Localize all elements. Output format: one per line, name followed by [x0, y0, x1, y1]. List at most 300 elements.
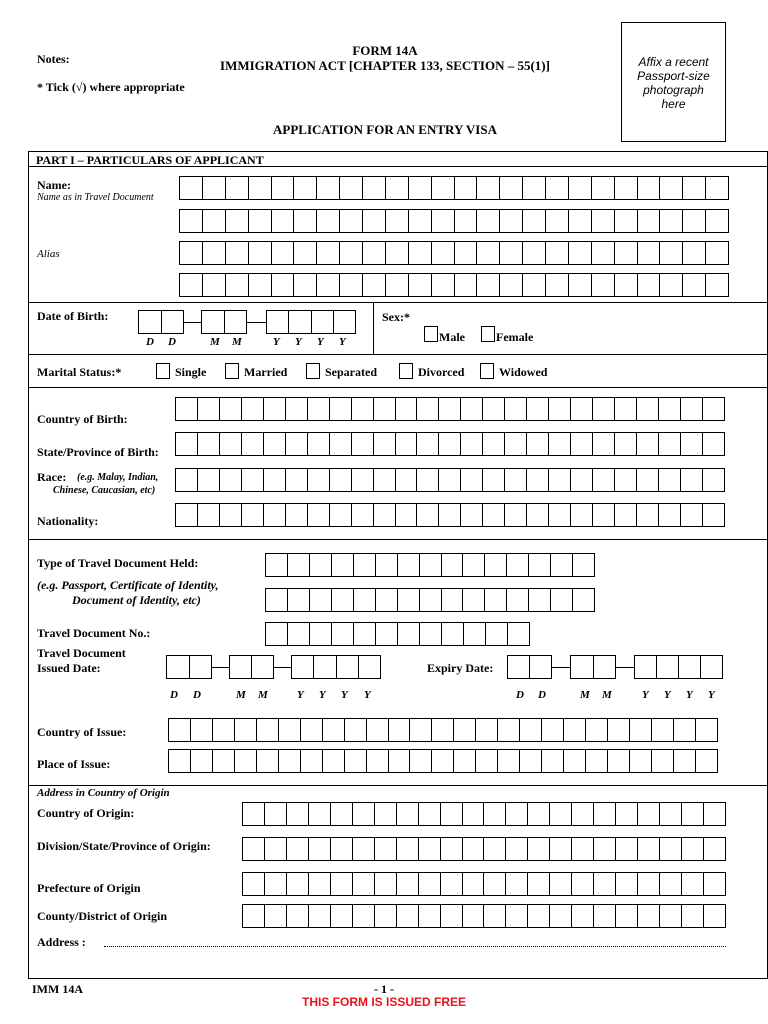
char-cell[interactable]	[279, 719, 301, 741]
char-cell[interactable]	[572, 873, 594, 895]
char-cell[interactable]	[331, 803, 353, 825]
char-cell[interactable]	[340, 177, 363, 199]
char-cell[interactable]	[484, 838, 506, 860]
char-cell[interactable]	[396, 398, 418, 420]
char-cell[interactable]	[594, 803, 616, 825]
char-cell[interactable]	[679, 656, 701, 678]
char-cell[interactable]	[340, 242, 363, 264]
char-cell[interactable]	[287, 905, 309, 927]
char-cell[interactable]	[520, 750, 542, 772]
char-cell[interactable]	[573, 589, 595, 611]
char-cell[interactable]	[294, 242, 317, 264]
char-cell[interactable]	[288, 589, 310, 611]
expiry-year[interactable]	[634, 655, 723, 679]
char-cell[interactable]	[397, 905, 419, 927]
char-cell[interactable]	[198, 433, 220, 455]
char-cell[interactable]	[289, 311, 311, 333]
char-cell[interactable]	[432, 274, 455, 296]
char-cell[interactable]	[485, 589, 507, 611]
char-cell[interactable]	[704, 905, 726, 927]
char-cell[interactable]	[226, 242, 249, 264]
char-cell[interactable]	[203, 274, 226, 296]
state-birth-field[interactable]	[175, 432, 725, 456]
char-cell[interactable]	[220, 469, 242, 491]
char-cell[interactable]	[498, 750, 520, 772]
char-cell[interactable]	[213, 719, 235, 741]
char-cell[interactable]	[638, 210, 661, 232]
char-cell[interactable]	[527, 469, 549, 491]
char-cell[interactable]	[682, 905, 704, 927]
char-cell[interactable]	[706, 177, 729, 199]
char-cell[interactable]	[249, 177, 272, 199]
char-cell[interactable]	[314, 656, 336, 678]
char-cell[interactable]	[386, 210, 409, 232]
char-cell[interactable]	[594, 905, 616, 927]
char-cell[interactable]	[439, 398, 461, 420]
char-cell[interactable]	[455, 242, 478, 264]
char-cell[interactable]	[317, 274, 340, 296]
char-cell[interactable]	[441, 838, 463, 860]
char-cell[interactable]	[420, 554, 442, 576]
char-cell[interactable]	[267, 311, 289, 333]
char-cell[interactable]	[226, 210, 249, 232]
char-cell[interactable]	[635, 656, 657, 678]
separated-checkbox[interactable]	[306, 363, 320, 379]
char-cell[interactable]	[308, 398, 330, 420]
widowed-checkbox[interactable]	[480, 363, 494, 379]
char-cell[interactable]	[317, 177, 340, 199]
char-cell[interactable]	[505, 433, 527, 455]
char-cell[interactable]	[454, 750, 476, 772]
char-cell[interactable]	[586, 750, 608, 772]
char-cell[interactable]	[461, 504, 483, 526]
char-cell[interactable]	[419, 803, 441, 825]
char-cell[interactable]	[353, 873, 375, 895]
char-cell[interactable]	[500, 210, 523, 232]
char-cell[interactable]	[301, 750, 323, 772]
char-cell[interactable]	[528, 838, 550, 860]
char-cell[interactable]	[169, 750, 191, 772]
char-cell[interactable]	[243, 838, 265, 860]
char-cell[interactable]	[660, 838, 682, 860]
race-field[interactable]	[175, 468, 725, 492]
char-cell[interactable]	[420, 623, 442, 645]
char-cell[interactable]	[294, 274, 317, 296]
char-cell[interactable]	[507, 554, 529, 576]
char-cell[interactable]	[354, 554, 376, 576]
char-cell[interactable]	[529, 589, 551, 611]
char-cell[interactable]	[594, 656, 617, 678]
char-cell[interactable]	[397, 873, 419, 895]
char-cell[interactable]	[286, 433, 308, 455]
char-cell[interactable]	[363, 242, 386, 264]
char-cell[interactable]	[180, 210, 203, 232]
char-cell[interactable]	[286, 469, 308, 491]
char-cell[interactable]	[652, 719, 674, 741]
char-cell[interactable]	[615, 242, 638, 264]
char-cell[interactable]	[252, 656, 274, 678]
char-cell[interactable]	[527, 504, 549, 526]
char-cell[interactable]	[594, 838, 616, 860]
char-cell[interactable]	[615, 210, 638, 232]
char-cell[interactable]	[523, 210, 546, 232]
char-cell[interactable]	[659, 433, 681, 455]
char-cell[interactable]	[549, 433, 571, 455]
prefecture-field[interactable]	[242, 872, 726, 896]
char-cell[interactable]	[257, 719, 279, 741]
char-cell[interactable]	[308, 469, 330, 491]
doc-no-field[interactable]	[265, 622, 530, 646]
char-cell[interactable]	[657, 656, 679, 678]
char-cell[interactable]	[410, 719, 432, 741]
char-cell[interactable]	[389, 719, 411, 741]
char-cell[interactable]	[564, 750, 586, 772]
char-cell[interactable]	[477, 274, 500, 296]
expiry-month[interactable]	[570, 655, 616, 679]
char-cell[interactable]	[169, 719, 191, 741]
char-cell[interactable]	[190, 656, 213, 678]
char-cell[interactable]	[523, 274, 546, 296]
char-cell[interactable]	[572, 838, 594, 860]
char-cell[interactable]	[375, 873, 397, 895]
dob-day[interactable]	[138, 310, 184, 334]
char-cell[interactable]	[674, 719, 696, 741]
division-field[interactable]	[242, 837, 726, 861]
char-cell[interactable]	[331, 905, 353, 927]
char-cell[interactable]	[432, 210, 455, 232]
char-cell[interactable]	[309, 873, 331, 895]
char-cell[interactable]	[389, 750, 411, 772]
char-cell[interactable]	[353, 803, 375, 825]
char-cell[interactable]	[220, 398, 242, 420]
char-cell[interactable]	[354, 623, 376, 645]
dob-month[interactable]	[201, 310, 247, 334]
char-cell[interactable]	[331, 838, 353, 860]
char-cell[interactable]	[704, 803, 726, 825]
char-cell[interactable]	[477, 210, 500, 232]
char-cell[interactable]	[571, 398, 593, 420]
char-cell[interactable]	[340, 274, 363, 296]
char-cell[interactable]	[706, 210, 729, 232]
char-cell[interactable]	[309, 803, 331, 825]
char-cell[interactable]	[500, 274, 523, 296]
char-cell[interactable]	[593, 398, 615, 420]
char-cell[interactable]	[398, 554, 420, 576]
char-cell[interactable]	[523, 242, 546, 264]
char-cell[interactable]	[703, 504, 725, 526]
char-cell[interactable]	[398, 623, 420, 645]
char-cell[interactable]	[505, 398, 527, 420]
char-cell[interactable]	[352, 469, 374, 491]
char-cell[interactable]	[288, 554, 310, 576]
char-cell[interactable]	[432, 242, 455, 264]
char-cell[interactable]	[454, 719, 476, 741]
issued-year[interactable]	[291, 655, 381, 679]
char-cell[interactable]	[286, 398, 308, 420]
char-cell[interactable]	[235, 719, 257, 741]
char-cell[interactable]	[226, 177, 249, 199]
char-cell[interactable]	[549, 469, 571, 491]
char-cell[interactable]	[419, 905, 441, 927]
char-cell[interactable]	[520, 719, 542, 741]
char-cell[interactable]	[484, 905, 506, 927]
char-cell[interactable]	[243, 905, 265, 927]
char-cell[interactable]	[363, 177, 386, 199]
char-cell[interactable]	[704, 838, 726, 860]
char-cell[interactable]	[386, 177, 409, 199]
char-cell[interactable]	[477, 242, 500, 264]
char-cell[interactable]	[660, 242, 683, 264]
char-cell[interactable]	[616, 873, 638, 895]
char-cell[interactable]	[409, 210, 432, 232]
char-cell[interactable]	[235, 750, 257, 772]
char-cell[interactable]	[312, 311, 334, 333]
char-cell[interactable]	[317, 242, 340, 264]
char-cell[interactable]	[506, 838, 528, 860]
char-cell[interactable]	[550, 803, 572, 825]
char-cell[interactable]	[397, 838, 419, 860]
char-cell[interactable]	[593, 504, 615, 526]
char-cell[interactable]	[593, 469, 615, 491]
char-cell[interactable]	[308, 433, 330, 455]
place-issue-field[interactable]	[168, 749, 718, 773]
char-cell[interactable]	[463, 589, 485, 611]
char-cell[interactable]	[660, 803, 682, 825]
char-cell[interactable]	[572, 803, 594, 825]
char-cell[interactable]	[264, 504, 286, 526]
char-cell[interactable]	[249, 242, 272, 264]
char-cell[interactable]	[569, 177, 592, 199]
char-cell[interactable]	[213, 750, 235, 772]
char-cell[interactable]	[682, 803, 704, 825]
char-cell[interactable]	[461, 398, 483, 420]
char-cell[interactable]	[272, 177, 295, 199]
char-cell[interactable]	[310, 589, 332, 611]
char-cell[interactable]	[419, 873, 441, 895]
doc-type-field-1[interactable]	[265, 553, 595, 577]
char-cell[interactable]	[593, 433, 615, 455]
char-cell[interactable]	[660, 873, 682, 895]
char-cell[interactable]	[266, 589, 288, 611]
char-cell[interactable]	[354, 589, 376, 611]
char-cell[interactable]	[288, 623, 310, 645]
char-cell[interactable]	[191, 750, 213, 772]
char-cell[interactable]	[703, 398, 725, 420]
char-cell[interactable]	[463, 554, 485, 576]
char-cell[interactable]	[419, 838, 441, 860]
char-cell[interactable]	[292, 656, 314, 678]
divorced-checkbox[interactable]	[399, 363, 413, 379]
name-field-1[interactable]	[179, 176, 729, 200]
char-cell[interactable]	[608, 750, 630, 772]
char-cell[interactable]	[257, 750, 279, 772]
char-cell[interactable]	[638, 803, 660, 825]
char-cell[interactable]	[242, 398, 264, 420]
char-cell[interactable]	[638, 274, 661, 296]
char-cell[interactable]	[638, 905, 660, 927]
char-cell[interactable]	[706, 274, 729, 296]
char-cell[interactable]	[332, 554, 354, 576]
char-cell[interactable]	[572, 905, 594, 927]
char-cell[interactable]	[367, 719, 389, 741]
char-cell[interactable]	[507, 589, 529, 611]
char-cell[interactable]	[396, 504, 418, 526]
nationality-field[interactable]	[175, 503, 725, 527]
char-cell[interactable]	[375, 905, 397, 927]
char-cell[interactable]	[374, 504, 396, 526]
char-cell[interactable]	[332, 589, 354, 611]
char-cell[interactable]	[638, 177, 661, 199]
char-cell[interactable]	[608, 719, 630, 741]
char-cell[interactable]	[242, 433, 264, 455]
char-cell[interactable]	[398, 589, 420, 611]
char-cell[interactable]	[659, 469, 681, 491]
char-cell[interactable]	[310, 554, 332, 576]
char-cell[interactable]	[396, 433, 418, 455]
char-cell[interactable]	[353, 905, 375, 927]
char-cell[interactable]	[638, 838, 660, 860]
char-cell[interactable]	[500, 177, 523, 199]
char-cell[interactable]	[455, 274, 478, 296]
char-cell[interactable]	[367, 750, 389, 772]
char-cell[interactable]	[225, 311, 248, 333]
char-cell[interactable]	[571, 504, 593, 526]
char-cell[interactable]	[264, 469, 286, 491]
char-cell[interactable]	[546, 210, 569, 232]
char-cell[interactable]	[417, 398, 439, 420]
char-cell[interactable]	[330, 504, 352, 526]
char-cell[interactable]	[571, 656, 594, 678]
char-cell[interactable]	[550, 873, 572, 895]
char-cell[interactable]	[696, 719, 718, 741]
char-cell[interactable]	[463, 803, 485, 825]
char-cell[interactable]	[461, 433, 483, 455]
char-cell[interactable]	[463, 873, 485, 895]
char-cell[interactable]	[630, 750, 652, 772]
char-cell[interactable]	[681, 504, 703, 526]
char-cell[interactable]	[506, 905, 528, 927]
char-cell[interactable]	[484, 803, 506, 825]
char-cell[interactable]	[674, 750, 696, 772]
char-cell[interactable]	[272, 242, 295, 264]
char-cell[interactable]	[176, 398, 198, 420]
char-cell[interactable]	[463, 838, 485, 860]
char-cell[interactable]	[704, 873, 726, 895]
char-cell[interactable]	[249, 274, 272, 296]
char-cell[interactable]	[330, 433, 352, 455]
dob-year[interactable]	[266, 310, 356, 334]
char-cell[interactable]	[317, 210, 340, 232]
char-cell[interactable]	[279, 750, 301, 772]
county-field[interactable]	[242, 904, 726, 928]
char-cell[interactable]	[542, 750, 564, 772]
issued-month[interactable]	[229, 655, 274, 679]
char-cell[interactable]	[550, 905, 572, 927]
char-cell[interactable]	[266, 623, 288, 645]
married-checkbox[interactable]	[225, 363, 239, 379]
char-cell[interactable]	[483, 398, 505, 420]
char-cell[interactable]	[330, 469, 352, 491]
char-cell[interactable]	[683, 210, 706, 232]
char-cell[interactable]	[586, 719, 608, 741]
char-cell[interactable]	[375, 803, 397, 825]
char-cell[interactable]	[660, 210, 683, 232]
char-cell[interactable]	[498, 719, 520, 741]
char-cell[interactable]	[483, 504, 505, 526]
char-cell[interactable]	[376, 589, 398, 611]
char-cell[interactable]	[242, 469, 264, 491]
char-cell[interactable]	[659, 398, 681, 420]
char-cell[interactable]	[396, 469, 418, 491]
char-cell[interactable]	[441, 905, 463, 927]
char-cell[interactable]	[569, 242, 592, 264]
char-cell[interactable]	[287, 803, 309, 825]
char-cell[interactable]	[376, 554, 398, 576]
char-cell[interactable]	[703, 469, 725, 491]
char-cell[interactable]	[683, 242, 706, 264]
char-cell[interactable]	[180, 274, 203, 296]
char-cell[interactable]	[410, 750, 432, 772]
char-cell[interactable]	[659, 504, 681, 526]
char-cell[interactable]	[484, 873, 506, 895]
char-cell[interactable]	[310, 623, 332, 645]
char-cell[interactable]	[432, 719, 454, 741]
char-cell[interactable]	[334, 311, 356, 333]
char-cell[interactable]	[139, 311, 162, 333]
country-origin-field[interactable]	[242, 802, 726, 826]
char-cell[interactable]	[265, 905, 287, 927]
char-cell[interactable]	[706, 242, 729, 264]
char-cell[interactable]	[616, 838, 638, 860]
char-cell[interactable]	[386, 242, 409, 264]
char-cell[interactable]	[265, 803, 287, 825]
address-line[interactable]	[104, 946, 726, 947]
char-cell[interactable]	[191, 719, 213, 741]
char-cell[interactable]	[340, 210, 363, 232]
char-cell[interactable]	[439, 504, 461, 526]
char-cell[interactable]	[249, 210, 272, 232]
char-cell[interactable]	[243, 803, 265, 825]
char-cell[interactable]	[506, 803, 528, 825]
char-cell[interactable]	[508, 623, 530, 645]
char-cell[interactable]	[546, 177, 569, 199]
alias-field-1[interactable]	[179, 241, 729, 265]
char-cell[interactable]	[198, 469, 220, 491]
char-cell[interactable]	[374, 433, 396, 455]
char-cell[interactable]	[198, 398, 220, 420]
char-cell[interactable]	[332, 623, 354, 645]
char-cell[interactable]	[243, 873, 265, 895]
char-cell[interactable]	[323, 750, 345, 772]
char-cell[interactable]	[486, 623, 508, 645]
char-cell[interactable]	[483, 433, 505, 455]
char-cell[interactable]	[681, 433, 703, 455]
char-cell[interactable]	[483, 469, 505, 491]
char-cell[interactable]	[528, 803, 550, 825]
char-cell[interactable]	[323, 719, 345, 741]
char-cell[interactable]	[551, 589, 573, 611]
char-cell[interactable]	[202, 311, 225, 333]
char-cell[interactable]	[180, 177, 203, 199]
char-cell[interactable]	[505, 504, 527, 526]
char-cell[interactable]	[696, 750, 718, 772]
char-cell[interactable]	[615, 177, 638, 199]
char-cell[interactable]	[594, 873, 616, 895]
char-cell[interactable]	[615, 274, 638, 296]
char-cell[interactable]	[476, 719, 498, 741]
char-cell[interactable]	[409, 242, 432, 264]
char-cell[interactable]	[528, 873, 550, 895]
